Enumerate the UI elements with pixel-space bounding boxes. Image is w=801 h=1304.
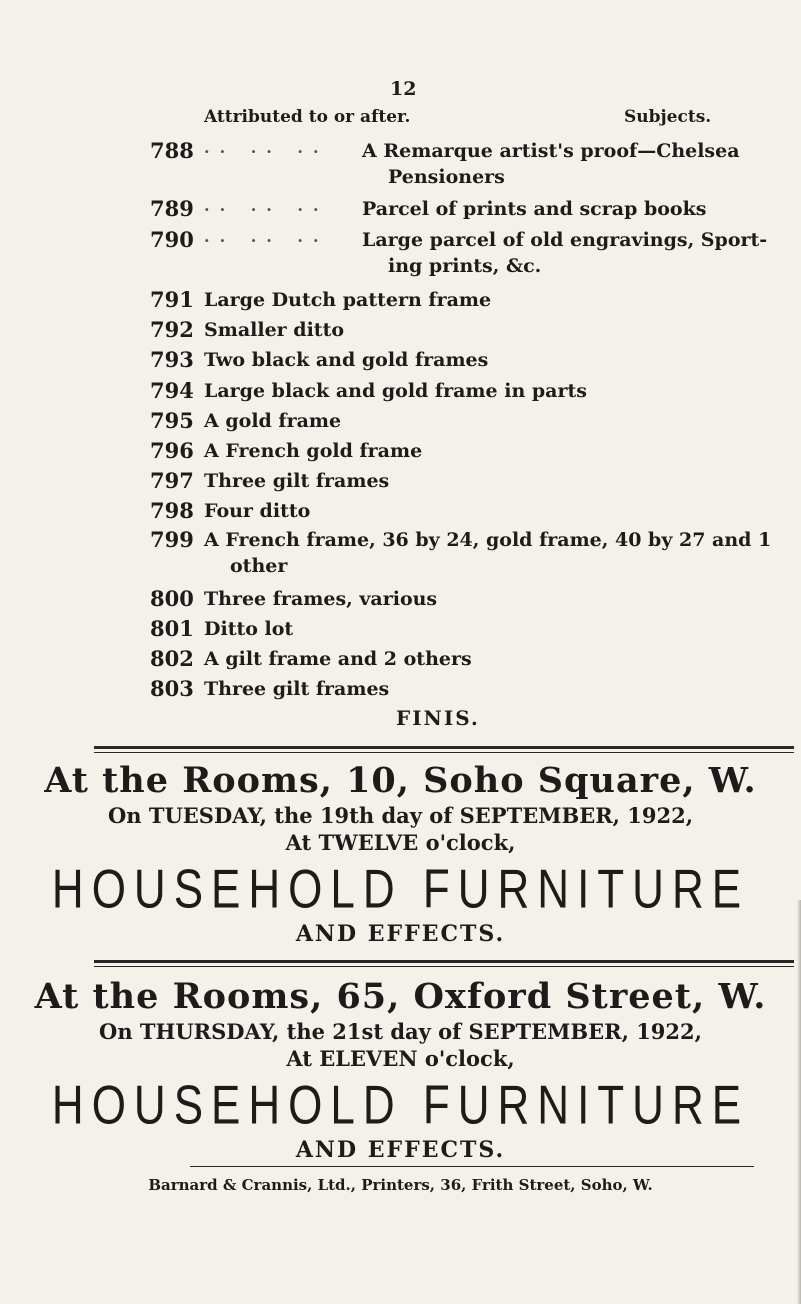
page-number: 12 [390, 78, 417, 100]
lot-number: 803 [150, 676, 194, 701]
divider-rule [94, 746, 794, 749]
sale-notice [0, 976, 801, 1163]
sale-time: At TWELVE o'clock, [285, 830, 516, 855]
lot-number: 789 [150, 196, 194, 221]
divider-rule [94, 966, 794, 967]
finis-text: FINIS. [396, 706, 480, 730]
sale-title: HOUSEHOLD FURNITURE [51, 858, 750, 920]
lot-description [362, 227, 798, 279]
description-line: Large parcel of old engravings, Sport- [362, 229, 768, 251]
divider-rule [94, 960, 794, 963]
lot-number: 801 [150, 616, 194, 641]
lot-description [362, 196, 798, 222]
attribution-dots: .. .. .. [204, 138, 329, 157]
lot-description: A gold frame [204, 410, 342, 432]
description-line: Pensioners [388, 166, 505, 188]
sale-date: On THURSDAY, the 21st day of SEPTEMBER, 1922, [99, 1019, 702, 1044]
lot-description [362, 138, 798, 190]
lot-description: Four ditto [204, 500, 311, 522]
attribution-dots: .. .. .. [204, 196, 329, 215]
attribution-dots: .. .. .. [204, 227, 329, 246]
lot-description: Ditto lot [204, 618, 294, 640]
description-line: other [230, 555, 288, 577]
printer-rule [190, 1166, 754, 1167]
description-line: ing prints, &c. [388, 255, 542, 277]
page-edge-shadow [797, 900, 801, 1304]
lot-number: 790 [150, 227, 194, 252]
sale-date: On TUESDAY, the 19th day of SEPTEMBER, 1922, [107, 803, 694, 828]
description-line: Parcel of prints and scrap books [362, 198, 707, 220]
sale-title: HOUSEHOLD FURNITURE [51, 1074, 750, 1136]
lot-number: 794 [150, 378, 194, 403]
lot-description [204, 527, 794, 579]
column-header-attributed: Attributed to or after. [204, 107, 411, 127]
lot-number: 796 [150, 438, 194, 463]
lot-number: 798 [150, 498, 194, 523]
lot-description: Three gilt frames [204, 678, 390, 700]
printer-imprint: Barnard & Crannis, Ltd., Printers, 36, Frith Street, Soho, W. [148, 1176, 653, 1194]
lot-description: Three gilt frames [204, 470, 390, 492]
lot-number: 788 [150, 138, 194, 163]
sale-location: At the Rooms, 10, Soho Square, W. [44, 760, 757, 801]
lot-description: Smaller ditto [204, 319, 345, 341]
lot-description: A French gold frame [204, 440, 423, 462]
sale-subtitle: AND EFFECTS. [295, 1137, 506, 1163]
divider-rule [94, 752, 794, 753]
lot-number: 791 [150, 287, 194, 312]
description-line: A French frame, 36 by 24, gold frame, 40 by 27 and 1 [204, 529, 772, 551]
lot-number: 792 [150, 317, 194, 342]
sale-subtitle: AND EFFECTS. [295, 921, 506, 947]
sale-notice [0, 760, 801, 947]
lot-number: 800 [150, 586, 194, 611]
lot-description: Large Dutch pattern frame [204, 289, 492, 311]
lot-number: 795 [150, 408, 194, 433]
lot-number: 802 [150, 646, 194, 671]
lot-description: A gilt frame and 2 others [204, 648, 472, 670]
lot-description: Two black and gold frames [204, 349, 489, 371]
description-line: A Remarque artist's proof—Chelsea [362, 140, 740, 162]
sale-location: At the Rooms, 65, Oxford Street, W. [34, 976, 767, 1017]
lot-description: Three frames, various [204, 588, 438, 610]
lot-number: 793 [150, 347, 194, 372]
lot-description: Large black and gold frame in parts [204, 380, 587, 402]
column-header-subjects: Subjects. [624, 107, 712, 127]
lot-number: 797 [150, 468, 194, 493]
sale-time: At ELEVEN o'clock, [286, 1046, 515, 1071]
lot-number: 799 [150, 527, 194, 552]
